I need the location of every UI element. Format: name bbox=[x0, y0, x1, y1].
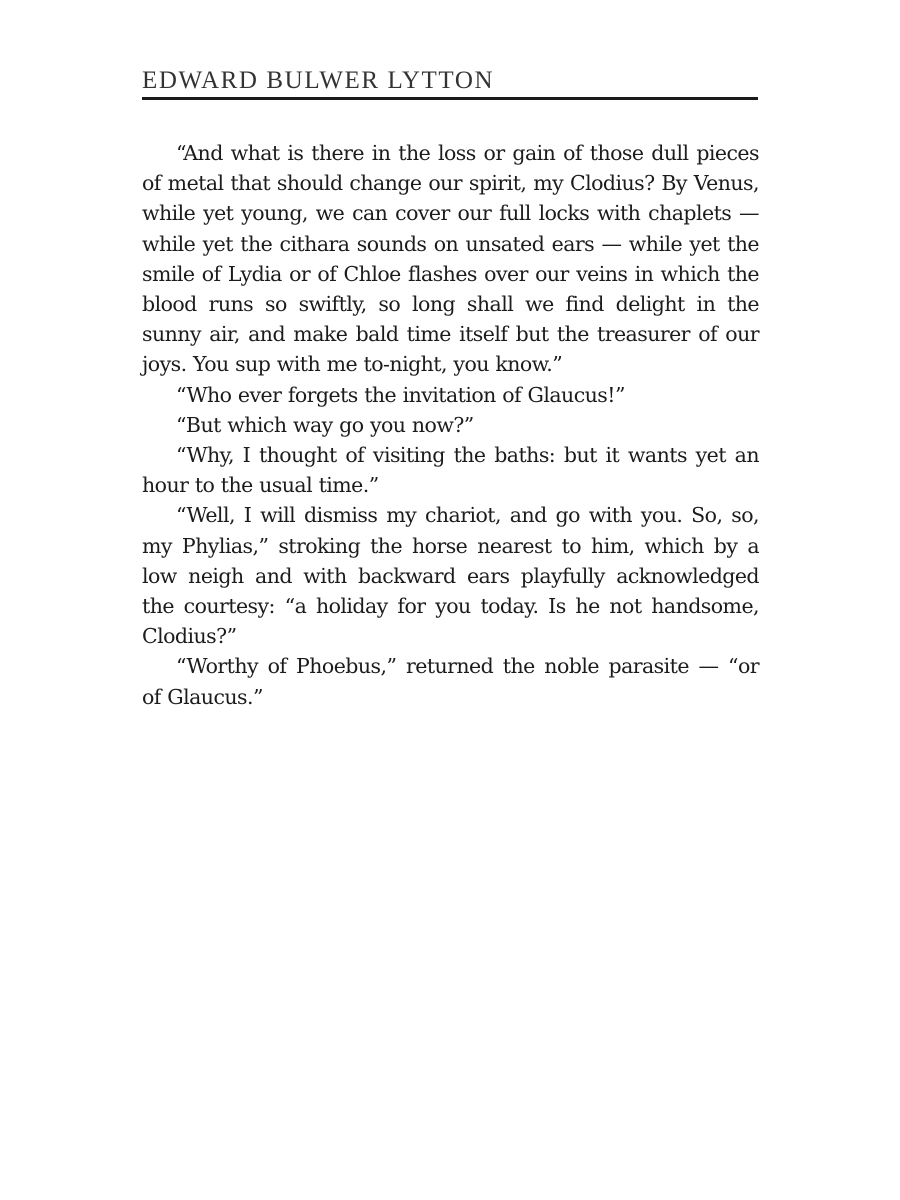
paragraph: “And what is there in the loss or gain of those dull pieces of metal that should change our spirit, my Clodius? By Venus, while yet young, we can cover our full locks with chaplets — while yet the cithara sounds on unsated ears — while yet the smile of Lydia or of Chloe flashes over our veins in which the blood runs so swiftly, so long shall we find delight in the sunny air, and make bald time itself but the treasurer of our joys. You sup with me to-night, you know.” bbox=[142, 141, 759, 377]
paragraph: “But which way go you now?” bbox=[176, 412, 474, 437]
body-text bbox=[142, 138, 759, 712]
running-head bbox=[142, 66, 758, 100]
paragraph: “Why, I thought of visiting the baths: but it wants yet an hour to the usual time.” bbox=[142, 443, 759, 498]
paragraph: “Worthy of Phoebus,” returned the noble parasite — “or of Glaucus.” bbox=[142, 654, 759, 709]
author-name-header: EDWARD BULWER LYTTON bbox=[142, 67, 495, 94]
paragraph: “Who ever forgets the invitation of Glaucus!” bbox=[176, 382, 625, 407]
paragraph: “Well, I will dismiss my chariot, and go with you. So, so, my Phylias,” stroking the horse nearest to him, which by a low neigh and with backward ears playfully acknowledged the courtesy: “a holiday for you today. Is he not handsome, Clodius?” bbox=[142, 503, 759, 649]
